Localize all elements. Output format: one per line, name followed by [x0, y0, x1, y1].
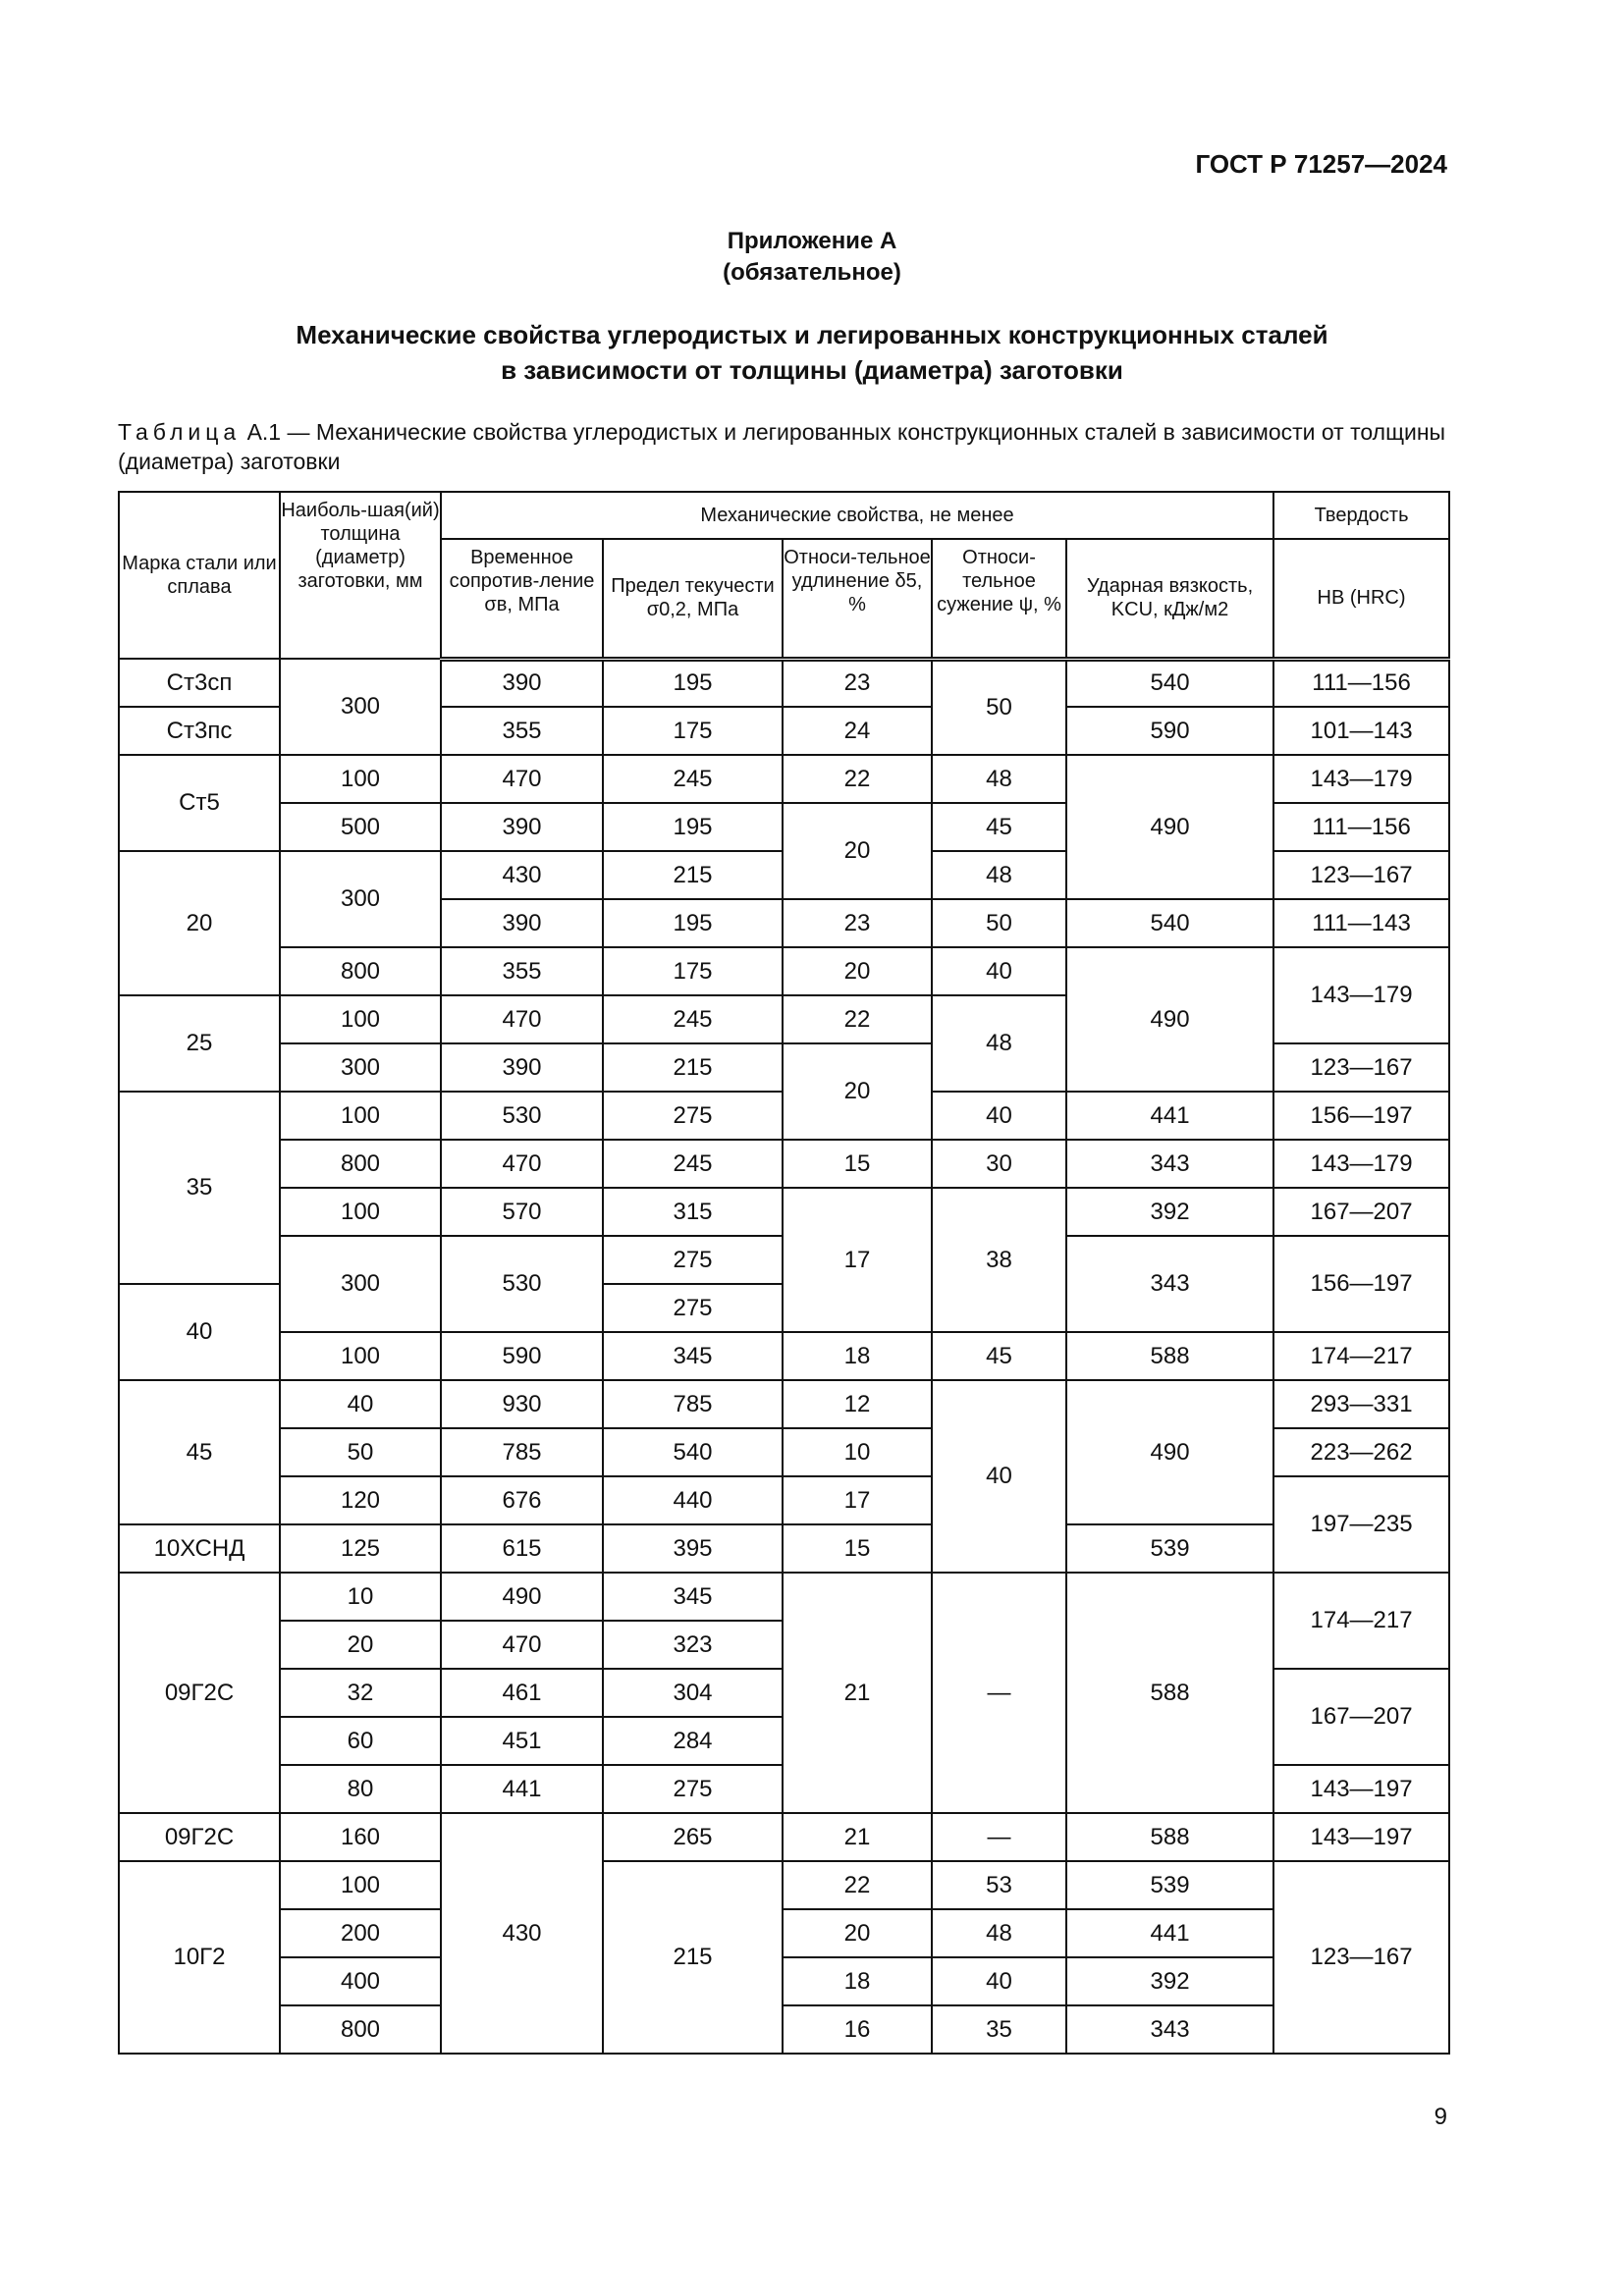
- cell-elongation: 18: [783, 1332, 932, 1380]
- cell-tensile: 430: [441, 851, 603, 899]
- cell-thickness: 300: [280, 659, 441, 755]
- cell-yield: 215: [603, 851, 783, 899]
- cell-thickness: 40: [280, 1380, 441, 1428]
- header-hb: HB (HRC): [1273, 539, 1449, 659]
- cell-thickness: 100: [280, 1861, 441, 1909]
- cell-thickness: 32: [280, 1669, 441, 1717]
- cell-reduction: —: [932, 1573, 1066, 1813]
- title-line-1: Механические свойства углеродистых и легированных конструкционных сталей: [296, 320, 1328, 349]
- table-row: [119, 1140, 1449, 1188]
- cell-yield: 304: [603, 1669, 783, 1717]
- cell-thickness: 60: [280, 1717, 441, 1765]
- cell-elongation: 21: [783, 1813, 932, 1861]
- cell-reduction: 48: [932, 1909, 1066, 1957]
- cell-thickness: 100: [280, 755, 441, 803]
- cell-impact: 540: [1066, 899, 1273, 947]
- table-row: [119, 659, 1449, 707]
- cell-grade: Ст5: [119, 755, 280, 851]
- cell-tensile: 590: [441, 1332, 603, 1380]
- cell-tensile: 785: [441, 1428, 603, 1476]
- cell-yield: 275: [603, 1765, 783, 1813]
- cell-yield: 395: [603, 1524, 783, 1573]
- cell-yield: 195: [603, 899, 783, 947]
- cell-thickness: 400: [280, 1957, 441, 2005]
- cell-hb: 167—207: [1273, 1188, 1449, 1236]
- cell-elongation: 17: [783, 1476, 932, 1524]
- cell-impact: 392: [1066, 1957, 1273, 2005]
- cell-thickness: 100: [280, 1092, 441, 1140]
- cell-grade: 09Г2С: [119, 1813, 280, 1861]
- cell-hb: 174—217: [1273, 1332, 1449, 1380]
- cell-thickness: 20: [280, 1621, 441, 1669]
- cell-reduction: 38: [932, 1188, 1066, 1332]
- cell-tensile: 676: [441, 1476, 603, 1524]
- cell-yield: 540: [603, 1428, 783, 1476]
- cell-thickness: 50: [280, 1428, 441, 1476]
- cell-yield: 284: [603, 1717, 783, 1765]
- cell-yield: 245: [603, 995, 783, 1043]
- header-elongation: Относи-тельное удлинение δ5, %: [783, 539, 932, 659]
- cell-impact: 441: [1066, 1092, 1273, 1140]
- cell-thickness: 100: [280, 1188, 441, 1236]
- cell-tensile: 390: [441, 659, 603, 707]
- cell-tensile: 461: [441, 1669, 603, 1717]
- cell-hb: 143—197: [1273, 1813, 1449, 1861]
- cell-reduction: 30: [932, 1140, 1066, 1188]
- cell-reduction: 48: [932, 755, 1066, 803]
- cell-thickness: 160: [280, 1813, 441, 1861]
- cell-hb: 167—207: [1273, 1669, 1449, 1765]
- cell-elongation: 22: [783, 995, 932, 1043]
- cell-elongation: 22: [783, 1861, 932, 1909]
- cell-impact: 392: [1066, 1188, 1273, 1236]
- cell-grade: 10Г2: [119, 1861, 280, 2054]
- cell-impact: 590: [1066, 707, 1273, 755]
- cell-impact: 490: [1066, 1380, 1273, 1524]
- page-number: 9: [1434, 2104, 1447, 2130]
- annex-heading: [0, 226, 1624, 289]
- caption-text: — Механические свойства углеродистых и легированных конструкционных сталей в зависимости от толщины (диаметра) заготовки: [118, 419, 1446, 474]
- cell-reduction: 45: [932, 1332, 1066, 1380]
- table-row: [119, 1957, 1449, 2005]
- table-row: [119, 1909, 1449, 1957]
- cell-yield: 195: [603, 659, 783, 707]
- cell-yield: 215: [603, 1861, 783, 2054]
- cell-yield: 345: [603, 1573, 783, 1621]
- cell-elongation: 23: [783, 899, 932, 947]
- cell-grade: 20: [119, 851, 280, 995]
- cell-yield: 785: [603, 1380, 783, 1428]
- cell-impact: 343: [1066, 1140, 1273, 1188]
- cell-impact: 588: [1066, 1573, 1273, 1813]
- cell-hb: 123—167: [1273, 1861, 1449, 2054]
- cell-tensile: 470: [441, 755, 603, 803]
- section-title: [0, 317, 1624, 388]
- cell-hb: 174—217: [1273, 1573, 1449, 1669]
- document-code: ГОСТ Р 71257—2024: [1195, 149, 1447, 179]
- cell-impact: 588: [1066, 1813, 1273, 1861]
- cell-impact: 490: [1066, 947, 1273, 1092]
- cell-hb: 101—143: [1273, 707, 1449, 755]
- cell-thickness: 200: [280, 1909, 441, 1957]
- cell-tensile: 530: [441, 1236, 603, 1332]
- cell-elongation: 24: [783, 707, 932, 755]
- cell-elongation: 20: [783, 803, 932, 899]
- table-row: [119, 1861, 1449, 1909]
- cell-reduction: 40: [932, 947, 1066, 995]
- cell-tensile: 441: [441, 1765, 603, 1813]
- cell-hb: 143—197: [1273, 1765, 1449, 1813]
- header-mech-group: Механические свойства, не менее: [441, 492, 1273, 539]
- cell-tensile: 930: [441, 1380, 603, 1428]
- cell-reduction: 40: [932, 1092, 1066, 1140]
- table-row: [119, 1380, 1449, 1428]
- cell-hb: 143—179: [1273, 755, 1449, 803]
- cell-yield: 315: [603, 1188, 783, 1236]
- cell-elongation: 15: [783, 1524, 932, 1573]
- cell-yield: 195: [603, 803, 783, 851]
- cell-tensile: 451: [441, 1717, 603, 1765]
- cell-tensile: 390: [441, 1043, 603, 1092]
- caption-word: Таблица: [118, 419, 242, 445]
- cell-impact: 441: [1066, 1909, 1273, 1957]
- cell-yield: 175: [603, 947, 783, 995]
- cell-thickness: 125: [280, 1524, 441, 1573]
- cell-grade: Ст3пс: [119, 707, 280, 755]
- header-reduction: Относи-тельное сужение ψ, %: [932, 539, 1066, 659]
- cell-elongation: 20: [783, 1909, 932, 1957]
- cell-elongation: 15: [783, 1140, 932, 1188]
- table-caption: [118, 417, 1448, 476]
- cell-thickness: 300: [280, 1043, 441, 1092]
- title-line-2: в зависимости от толщины (диаметра) заготовки: [501, 355, 1123, 385]
- cell-hb: 111—143: [1273, 899, 1449, 947]
- cell-elongation: 16: [783, 2005, 932, 2054]
- cell-reduction: —: [932, 1813, 1066, 1861]
- cell-grade: 09Г2С: [119, 1573, 280, 1813]
- cell-elongation: 10: [783, 1428, 932, 1476]
- cell-reduction: 50: [932, 659, 1066, 755]
- cell-tensile: 355: [441, 707, 603, 755]
- cell-tensile: 490: [441, 1573, 603, 1621]
- cell-elongation: 20: [783, 947, 932, 995]
- cell-elongation: 12: [783, 1380, 932, 1428]
- cell-hb: 143—179: [1273, 1140, 1449, 1188]
- cell-reduction: 40: [932, 1957, 1066, 2005]
- cell-grade: 40: [119, 1284, 280, 1380]
- cell-impact: 539: [1066, 1861, 1273, 1909]
- cell-tensile: 470: [441, 1140, 603, 1188]
- cell-grade: 25: [119, 995, 280, 1092]
- cell-thickness: 300: [280, 851, 441, 947]
- cell-reduction: 48: [932, 851, 1066, 899]
- cell-thickness: 800: [280, 2005, 441, 2054]
- cell-reduction: 50: [932, 899, 1066, 947]
- cell-hb: 123—167: [1273, 1043, 1449, 1092]
- cell-thickness: 100: [280, 1332, 441, 1380]
- table-row: [119, 1188, 1449, 1236]
- caption-number: А.1: [246, 419, 282, 445]
- cell-impact: 490: [1066, 755, 1273, 899]
- cell-impact: 343: [1066, 1236, 1273, 1332]
- cell-hb: 123—167: [1273, 851, 1449, 899]
- cell-yield: 265: [603, 1813, 783, 1861]
- cell-thickness: 500: [280, 803, 441, 851]
- cell-yield: 245: [603, 1140, 783, 1188]
- cell-hb: 143—179: [1273, 947, 1449, 1043]
- cell-thickness: 120: [280, 1476, 441, 1524]
- cell-tensile: 615: [441, 1524, 603, 1573]
- cell-thickness: 80: [280, 1765, 441, 1813]
- cell-tensile: 470: [441, 995, 603, 1043]
- cell-impact: 343: [1066, 2005, 1273, 2054]
- header-hardness-group: Твердость: [1273, 492, 1449, 539]
- cell-hb: 293—331: [1273, 1380, 1449, 1428]
- cell-reduction: 45: [932, 803, 1066, 851]
- cell-yield: 275: [603, 1092, 783, 1140]
- table-row: [119, 2005, 1449, 2054]
- cell-impact: 588: [1066, 1332, 1273, 1380]
- cell-grade: 35: [119, 1092, 280, 1284]
- cell-hb: 111—156: [1273, 659, 1449, 707]
- cell-grade: 10ХСНД: [119, 1524, 280, 1573]
- cell-tensile: 570: [441, 1188, 603, 1236]
- cell-elongation: 18: [783, 1957, 932, 2005]
- table-row: [119, 1813, 1449, 1861]
- cell-thickness: 800: [280, 1140, 441, 1188]
- cell-thickness: 10: [280, 1573, 441, 1621]
- table-row: [119, 1524, 1449, 1573]
- cell-tensile: 390: [441, 899, 603, 947]
- cell-reduction: 35: [932, 2005, 1066, 2054]
- header-grade: Марка стали или сплава: [119, 492, 280, 659]
- properties-table: [118, 491, 1450, 2055]
- cell-reduction: 40: [932, 1380, 1066, 1573]
- table-row: [119, 947, 1449, 995]
- table-row: [119, 1332, 1449, 1380]
- cell-yield: 245: [603, 755, 783, 803]
- cell-tensile: 470: [441, 1621, 603, 1669]
- cell-grade: Ст3сп: [119, 659, 280, 707]
- cell-thickness: 800: [280, 947, 441, 995]
- annex-type: (обязательное): [723, 259, 901, 286]
- cell-tensile: 390: [441, 803, 603, 851]
- cell-yield: 440: [603, 1476, 783, 1524]
- cell-impact: 539: [1066, 1524, 1273, 1573]
- cell-hb: 156—197: [1273, 1236, 1449, 1332]
- cell-tensile: 430: [441, 1813, 603, 2054]
- cell-hb: 111—156: [1273, 803, 1449, 851]
- cell-yield: 345: [603, 1332, 783, 1380]
- cell-reduction: 48: [932, 995, 1066, 1092]
- cell-hb: 156—197: [1273, 1092, 1449, 1140]
- cell-yield: 323: [603, 1621, 783, 1669]
- header-impact: Ударная вязкость, KCU, кДж/м2: [1066, 539, 1273, 659]
- cell-tensile: 530: [441, 1092, 603, 1140]
- cell-elongation: 20: [783, 1043, 932, 1140]
- header-yield: Предел текучести σ0,2, МПа: [603, 539, 783, 659]
- annex-label: Приложение А: [727, 228, 897, 254]
- cell-yield: 275: [603, 1284, 783, 1332]
- table-row: [119, 755, 1449, 803]
- header-tensile: Временное сопротив-ление σв, МПа: [441, 539, 603, 659]
- cell-tensile: 355: [441, 947, 603, 995]
- cell-grade: 45: [119, 1380, 280, 1524]
- cell-yield: 275: [603, 1236, 783, 1284]
- cell-elongation: 22: [783, 755, 932, 803]
- cell-yield: 175: [603, 707, 783, 755]
- cell-elongation: 21: [783, 1573, 932, 1813]
- cell-reduction: 53: [932, 1861, 1066, 1909]
- cell-thickness: 300: [280, 1236, 441, 1332]
- cell-elongation: 17: [783, 1188, 932, 1332]
- cell-yield: 215: [603, 1043, 783, 1092]
- header-thickness: Наиболь-шая(ий) толщина (диаметр) заготовки, мм: [280, 492, 441, 659]
- cell-hb: 223—262: [1273, 1428, 1449, 1476]
- cell-elongation: 23: [783, 659, 932, 707]
- cell-impact: 540: [1066, 659, 1273, 707]
- table-row: [119, 1573, 1449, 1621]
- cell-hb: 197—235: [1273, 1476, 1449, 1573]
- cell-thickness: 100: [280, 995, 441, 1043]
